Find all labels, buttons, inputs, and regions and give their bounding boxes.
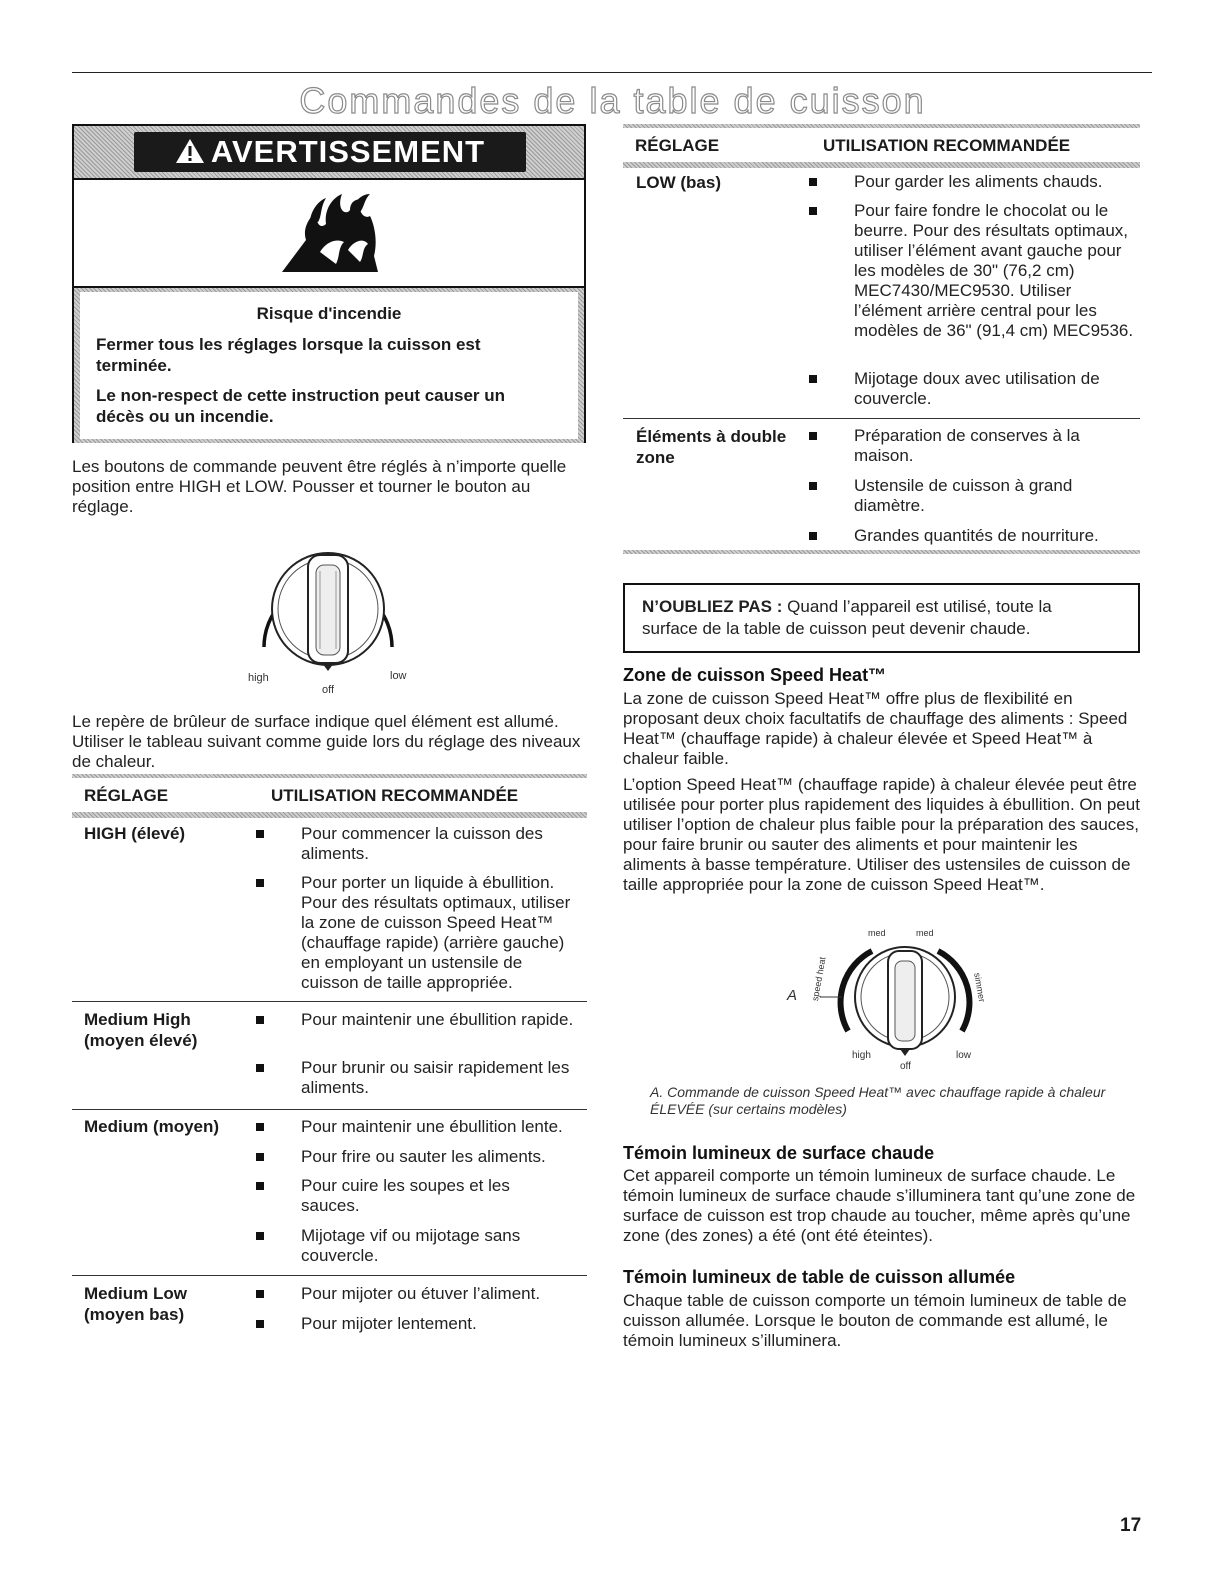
list-item: Pour commencer la cuisson des aliments. <box>301 824 581 864</box>
right-table-header <box>623 128 1140 164</box>
hot-surface-title: Témoin lumineux de surface chaude <box>623 1143 935 1163</box>
speed-heat-title: Zone de cuisson Speed Heat™ <box>623 665 887 685</box>
row-label-high: HIGH (élevé) <box>84 824 186 843</box>
knob2-high-label: high <box>852 1050 871 1061</box>
header-setting: RÉGLAGE <box>635 136 720 155</box>
list-item: Préparation de conserves à la maison. <box>854 426 1124 466</box>
list-item: Mijotage doux avec utilisation de couvercle. <box>854 369 1134 409</box>
warning-triangle-icon <box>175 137 205 165</box>
reminder-box <box>623 583 1140 653</box>
list-item: Pour frire ou sauter les aliments. <box>301 1147 586 1167</box>
list-item: Pour faire fondre le chocolat ou le beurre. Pour des résultats optimaux, utiliser l’élément avant gauche pour les modèles de 30" (76,2 cm) MEC7430/MEC9530. Utiliser l’élément arrière central pour les modèles de 36" (91,4 cm) MEC9536. <box>854 201 1134 340</box>
knob2-low-label: low <box>956 1050 972 1061</box>
knob2-speed-heat-label: speed heat <box>810 956 828 1002</box>
header-use: UTILISATION RECOMMANDÉE <box>823 136 1071 155</box>
list-item: Grandes quantités de nourriture. <box>854 526 1139 546</box>
knob-high-label: high <box>248 672 269 684</box>
list-item: Pour garder les aliments chauds. <box>854 172 1139 192</box>
page-title: Commandes de la table de cuisson <box>299 80 926 121</box>
row-label-low: LOW (bas) <box>636 173 721 192</box>
knob2-caption: A. Commande de cuisson Speed Heat™ avec chauffage rapide à chaleur ÉLEVÉE (sur certains modèles) <box>650 1084 1106 1117</box>
list-item: Pour brunir ou saisir rapidement les aliments. <box>301 1058 581 1098</box>
cooktop-on-title: Témoin lumineux de table de cuisson allumée <box>623 1267 1016 1287</box>
cooktop-on-text: Chaque table de cuisson comporte un témoin lumineux de table de cuisson allumée. Lorsque le bouton de commande est allumé, le témoin lumineux s’illuminera. <box>623 1291 1127 1350</box>
list-item: Pour maintenir une ébullition rapide. <box>301 1010 581 1030</box>
warning-line-1: Fermer tous les réglages lorsque la cuisson est terminée. <box>96 335 481 375</box>
fire-icon <box>74 180 584 286</box>
knob-off-label: off <box>322 684 335 696</box>
warning-box <box>72 124 586 443</box>
hot-surface-text: Cet appareil comporte un témoin lumineux de surface chaude. Le témoin lumineux de surface chaude s’illuminera tant qu’une zone de surface de cuisson est trop chaude au toucher, même après qu’une zone (des zones) a été (ont été éteintes). <box>623 1166 1136 1245</box>
knob2-off-label: off <box>900 1061 911 1072</box>
list-item: Mijotage vif ou mijotage sans couvercle. <box>301 1226 561 1266</box>
page-number: 17 <box>1120 1515 1142 1536</box>
intro-paragraph: Les boutons de commande peuvent être réglés à n’importe quelle position entre HIGH et LOW. Pousser et tourner le bouton au réglage. <box>72 457 567 516</box>
row-label-medium-high: Medium High (moyen élevé) <box>84 1010 198 1050</box>
list-item: Pour mijoter ou étuver l’aliment. <box>301 1284 586 1304</box>
warning-title: AVERTISSEMENT <box>134 132 526 172</box>
speed-heat-knob-diagram <box>820 935 990 1065</box>
list-item: Ustensile de cuisson à grand diamètre. <box>854 476 1114 516</box>
row-label-medium-low: Medium Low (moyen bas) <box>84 1284 187 1324</box>
callout-a-label: A <box>787 987 798 1004</box>
warning-heading: Risque d'incendie <box>256 304 402 323</box>
left-table-header <box>72 778 587 814</box>
header-setting: RÉGLAGE <box>84 786 169 805</box>
list-item: Pour cuire les soupes et les sauces. <box>301 1176 561 1216</box>
fire-graphic <box>74 178 584 288</box>
indicator-paragraph: Le repère de brûleur de surface indique quel élément est allumé. Utiliser le tableau suivant comme guide lors du réglage des niveaux de chaleur. <box>72 712 581 771</box>
header-use: UTILISATION RECOMMANDÉE <box>271 786 519 805</box>
speed-heat-paragraph-1: La zone de cuisson Speed Heat™ offre plus de flexibilité en proposant deux choix facultatifs de chauffage des aliments : Speed Heat™ (chauffage rapide) à chaleur élevée et Speed Heat™ à chaleur faible. <box>623 689 1128 768</box>
row-label-dual-zone: Éléments à double zone <box>636 427 787 467</box>
reminder-label: N’OUBLIEZ PAS : <box>642 597 783 616</box>
list-item: Pour porter un liquide à ébullition. Pour des résultats optimaux, utiliser la zone de cuisson Speed Heat™ (chauffage rapide) (arrière gauche) en employant un ustensile de cuisson de taille appropriée. <box>301 873 581 993</box>
speed-heat-paragraph-2: L’option Speed Heat™ (chauffage rapide) à chaleur élevée peut être utilisée pour porter plus rapidement des liquides à ébullition. On peut utiliser l’option de chaleur plus faible pour la préparation des sauces, pour faire brunir ou sauter des aliments et pour maintenir les aliments à basse température. Utiliser des ustensiles de cuisson de taille appropriée pour la zone de cuisson Speed Heat™. <box>623 775 1140 894</box>
warning-header <box>74 126 584 178</box>
knob2-med-label-1: med <box>868 928 886 938</box>
warning-line-2: Le non-respect de cette instruction peut causer un décès ou un incendie. <box>96 386 506 426</box>
row-label-medium: Medium (moyen) <box>84 1117 220 1136</box>
knob2-simmer-label: simmer <box>972 972 988 1003</box>
list-item: Pour mijoter lentement. <box>301 1314 586 1334</box>
reminder-text: Quand l’appareil est utilisé, toute la surface de la table de cuisson peut devenir chaude. <box>642 597 1052 638</box>
knob2-med-label-2: med <box>916 928 934 938</box>
knob-low-label: low <box>390 670 407 682</box>
list-item: Pour maintenir une ébullition lente. <box>301 1117 586 1137</box>
top-rule <box>72 72 1152 73</box>
